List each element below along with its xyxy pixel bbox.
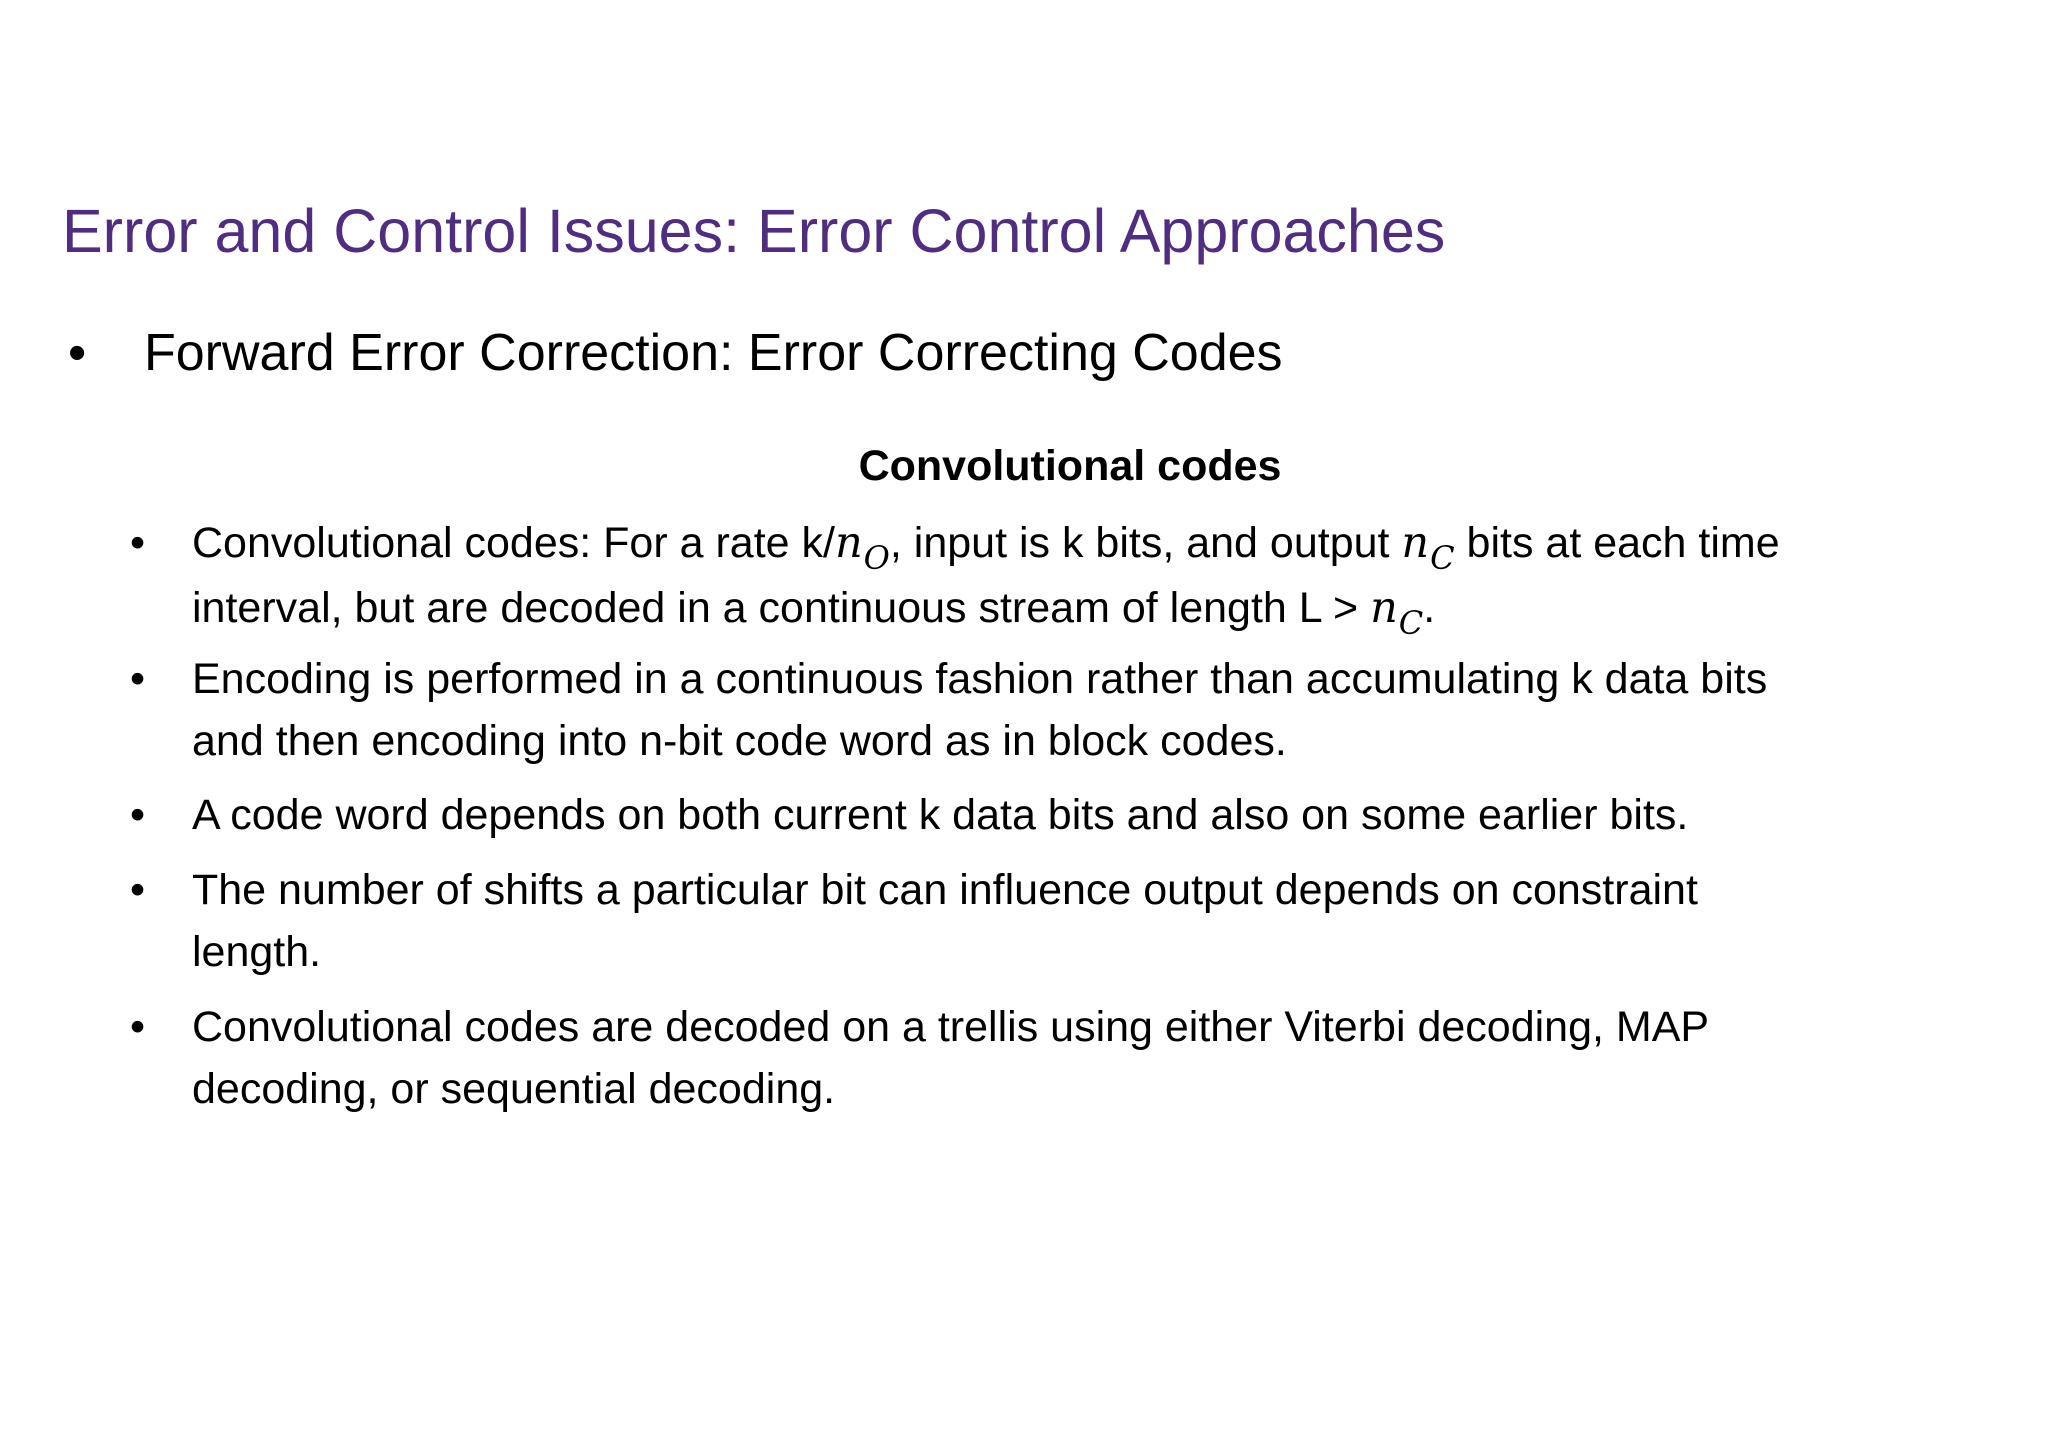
text-segment: interval, but are decoded in a continuous stream of length L > (192, 584, 1371, 632)
math-subscript: O (863, 539, 890, 577)
bullet-icon: • (130, 519, 146, 567)
text-segment: bits at each time (1454, 519, 1780, 567)
list-item-line (192, 577, 1932, 642)
math-subscript: C (1430, 539, 1455, 577)
list-item-line: A code word depends on both current k data bits and also on some earlier bits. (192, 791, 1689, 839)
text-segment: Convolutional codes: For a rate k/ (192, 519, 835, 567)
bullet-icon: • (130, 1003, 146, 1051)
list-item-text (192, 859, 1932, 983)
list-item-line: length. (192, 928, 322, 976)
bullet-icon: • (130, 791, 146, 839)
bullet-icon: • (130, 655, 146, 703)
text-segment: . (1423, 584, 1436, 632)
list-item-line: Encoding is performed in a continuous fashion rather than accumulating k data bits (192, 655, 1768, 703)
math-symbol: n (834, 518, 863, 568)
list-item-line: decoding, or sequential decoding. (192, 1065, 836, 1113)
list-item-line: Convolutional codes are decoded on a trellis using either Viterbi decoding, MAP (192, 1003, 1710, 1051)
list-item-text (192, 996, 1932, 1120)
bullet-icon: • (130, 866, 146, 914)
top-level-bullet-text: Forward Error Correction: Error Correcting Codes (144, 324, 1283, 382)
list-item-line: and then encoding into n-bit code word as in block codes. (192, 717, 1287, 765)
slide-title: Error and Control Issues: Error Control Approaches (62, 197, 1446, 265)
list-item-line (192, 512, 1932, 577)
list-item-text (192, 784, 1932, 846)
math-symbol: n (1370, 583, 1398, 633)
bullet-icon: • (68, 324, 87, 382)
list-item-text (192, 648, 1932, 772)
math-symbol: n (1401, 518, 1430, 568)
list-item-line: The number of shifts a particular bit can influence output depends on constraint (192, 866, 1698, 914)
section-subheading: Convolutional codes (858, 442, 1282, 490)
text-segment: , input is k bits, and output (889, 519, 1402, 567)
math-subscript: C (1398, 604, 1424, 642)
list-item-text (192, 512, 1932, 642)
